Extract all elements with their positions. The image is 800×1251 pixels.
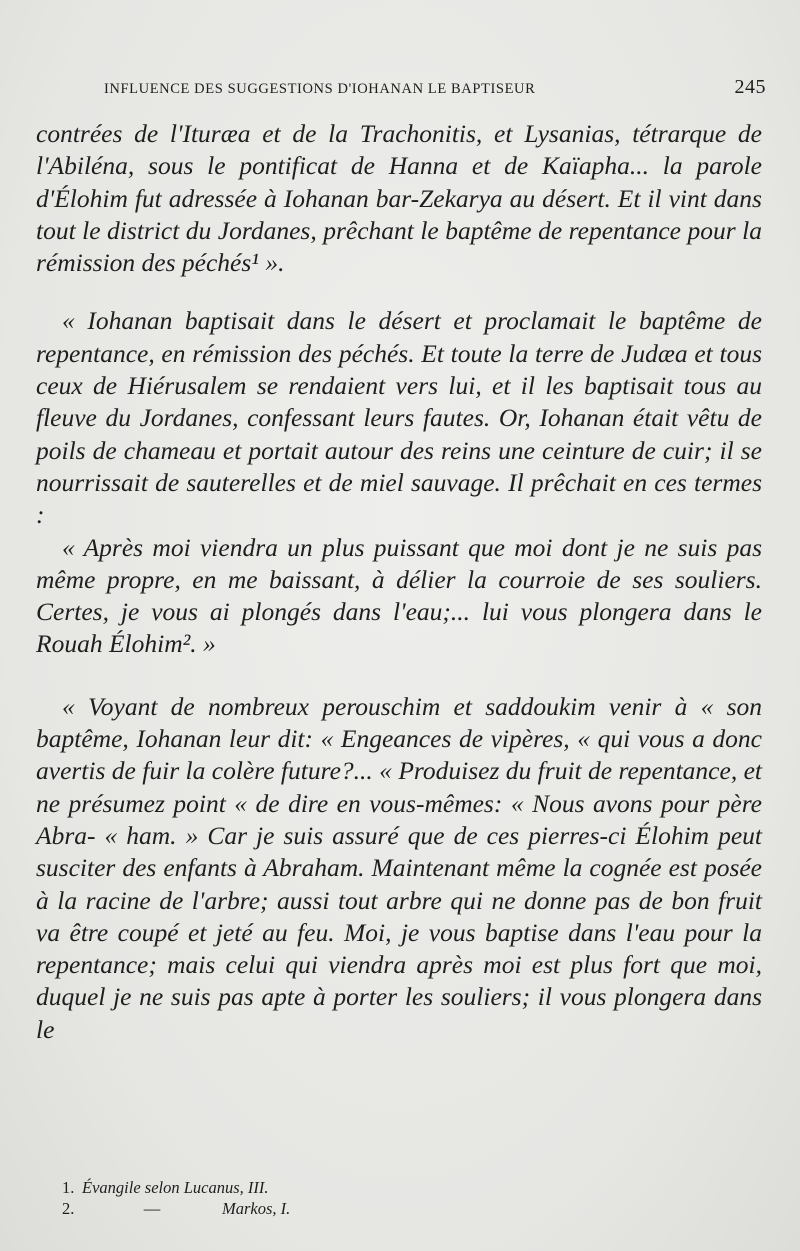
footnote-number: 2.	[62, 1199, 75, 1218]
paragraph: « Iohanan baptisait dans le désert et proclamait le baptême de repentance, en rémission des péchés. Et toute la terre de Judæa et tous ceux de Hiérusalem se rendaient vers lui, et il les baptisait tous au fleuve du Jordanes, confessant leurs fautes. Or, Iohanan était vêtu de poils de chameau et portait autour des reins une ceinture de cuir; il se nourrissait de sauterelles et de miel sauvage. Il prêchait en ces termes :	[36, 306, 762, 530]
footnote-text: Markos, I.	[222, 1199, 291, 1218]
footnotes	[62, 1177, 462, 1219]
paragraph: contrées de l'Ituræa et de la Trachonitis, et Lysanias, tétrarque de l'Abiléna, sous le pontificat de Hanna et de Kaïapha... la parole d'Élohim fut adressée à Iohanan bar-Zekarya au désert. Et il vint dans tout le district du Jordanes, prêchant le baptême de repentance pour la rémission des péchés¹ ».	[36, 119, 762, 278]
footnote-text: Évangile selon Lucanus, III.	[82, 1178, 269, 1197]
footnote	[62, 1198, 462, 1219]
main-text	[36, 118, 762, 1046]
running-title: INFLUENCE DES SUGGESTIONS D'IOHANAN LE BAPTISEUR	[104, 81, 536, 97]
footnote-number: 1.	[62, 1178, 75, 1197]
paragraph: « Voyant de nombreux perouschim et saddoukim venir à « son baptême, Iohanan leur dit: « Engeances de vipères, « qui vous a donc avertis de fuir la colère future?... « Produisez du fruit de repentance, et ne présumez point « de dire en vous-mêmes: « Nous avons pour père Abra- « ham. » Car je suis assuré que de ces pierres-ci Élohim peut susciter des enfants à Abraham. Maintenant même la cognée est posée à la racine de l'arbre; aussi tout arbre qui ne donne pas de bon fruit va être coupé et jeté au feu. Moi, je vous baptise dans l'eau pour la repentance; mais celui qui viendra après moi est plus fort que moi, duquel je ne suis pas apte à porter les souliers; il vous plongera dans le	[36, 691, 762, 1044]
footnote-ditto-dash: —	[143, 1199, 161, 1218]
page-number: 245	[734, 76, 766, 98]
paragraph: « Après moi viendra un plus puissant que moi dont je ne suis pas même propre, en me baissant, à délier la courroie de ses souliers. Certes, je vous ai plongés dans l'eau;... lui vous plongera dans le Rouah Élohim². »	[36, 532, 762, 659]
footnote	[62, 1177, 462, 1198]
running-header	[104, 76, 766, 99]
